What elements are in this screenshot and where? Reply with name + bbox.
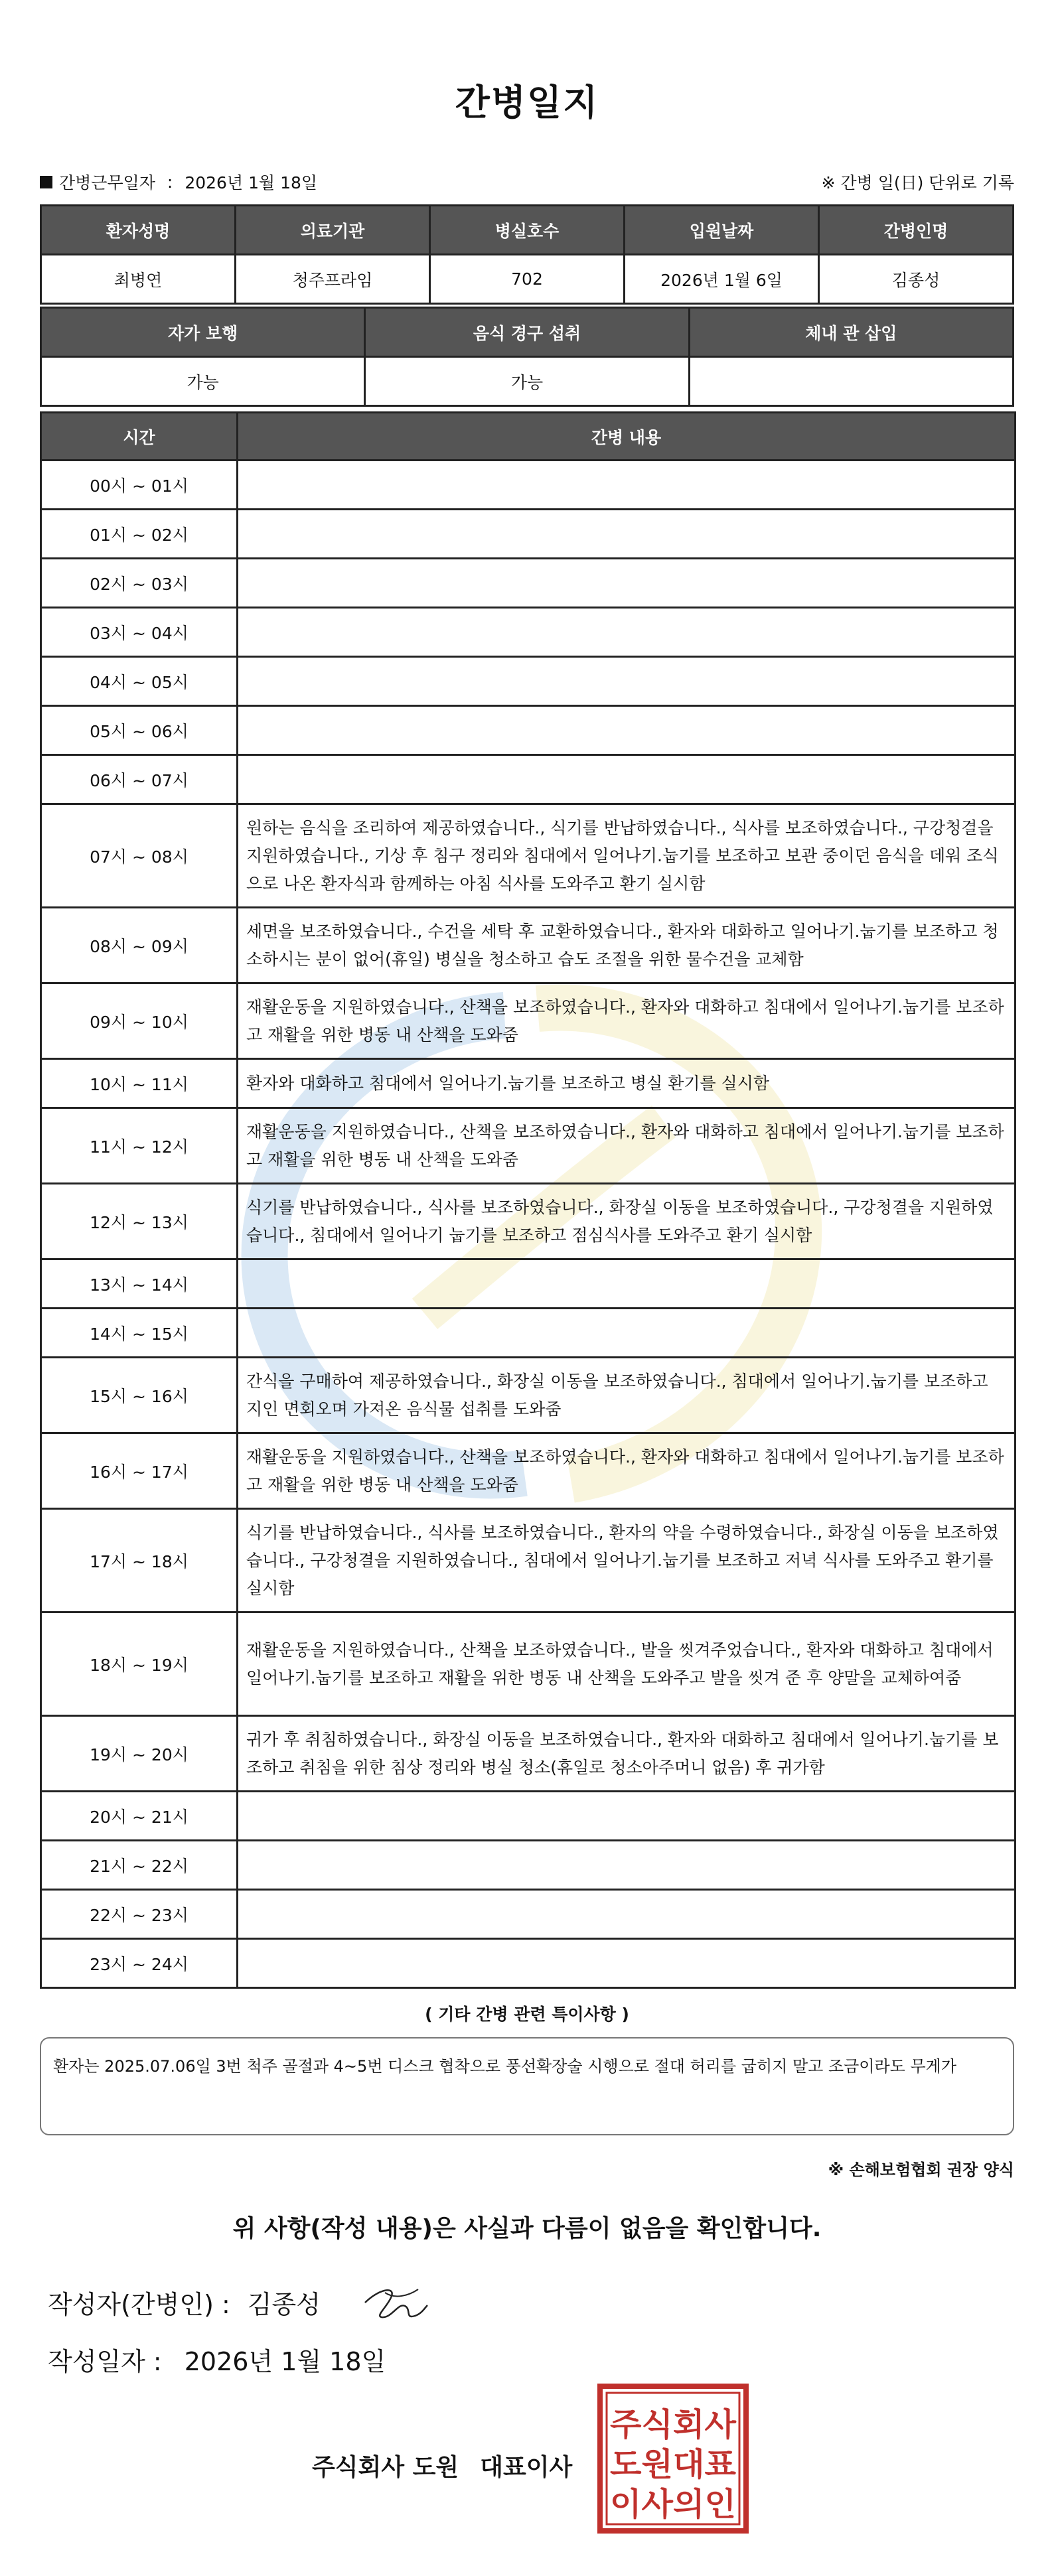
daily-record-note: ※ 간병 일(日) 단위로 기록 [821, 173, 1014, 192]
table-row [41, 804, 1016, 908]
writer-label: 작성자(간병인) : [48, 2290, 230, 2319]
table-row [41, 510, 1016, 559]
care-content: 환자와 대화하고 침대에서 일어나기.눕기를 보조하고 병실 환기를 실시함 [238, 1059, 1016, 1108]
time-slot: 00시 ~ 01시 [41, 461, 238, 510]
table-row [41, 1259, 1016, 1309]
time-slot: 15시 ~ 16시 [41, 1358, 238, 1433]
hospital-name: 청주프라임 [236, 255, 430, 304]
table-row [41, 1059, 1016, 1108]
seal-text-line: 주식회사 [610, 2406, 737, 2443]
admission-date: 2026년 1월 6일 [625, 255, 819, 304]
header-hospital: 의료기관 [236, 206, 430, 255]
table-row [41, 1841, 1016, 1890]
care-content: 귀가 후 취침하였습니다., 화장실 이동을 보조하였습니다., 환자와 대화하고 침대에서 일어나기.눕기를 보조하고 취침을 위한 침상 정리와 병실 청소(휴일로 청소아주머니 없음) 후 귀가함 [238, 1716, 1016, 1792]
time-slot: 13시 ~ 14시 [41, 1259, 238, 1309]
care-content [238, 657, 1016, 706]
recommended-form-note: ※ 손해보험협회 권장 양식 [828, 2161, 1014, 2179]
room-number: 702 [430, 255, 625, 304]
time-slot: 03시 ~ 04시 [41, 608, 238, 657]
writer-name: 김종성 [247, 2290, 321, 2319]
time-slot: 06시 ~ 07시 [41, 755, 238, 804]
care-content [238, 461, 1016, 510]
header-tube-insertion: 체내 관 삽입 [689, 308, 1013, 357]
time-slot: 08시 ~ 09시 [41, 908, 238, 983]
care-content [238, 1841, 1016, 1890]
time-slot: 09시 ~ 10시 [41, 983, 238, 1059]
table-row [41, 755, 1016, 804]
time-slot: 17시 ~ 18시 [41, 1509, 238, 1612]
time-slot: 21시 ~ 22시 [41, 1841, 238, 1890]
table-row [41, 1358, 1016, 1433]
time-slot: 11시 ~ 12시 [41, 1108, 238, 1184]
table-row [41, 1890, 1016, 1939]
patient-info-table [40, 204, 1014, 305]
company-name: 주식회사 도원 [312, 2454, 459, 2481]
table-row [41, 657, 1016, 706]
table-row [41, 983, 1016, 1059]
company-line [312, 2449, 572, 2482]
care-content [238, 1792, 1016, 1841]
table-row [41, 1792, 1016, 1841]
time-slot: 04시 ~ 05시 [41, 657, 238, 706]
table-row [41, 1509, 1016, 1612]
patient-name: 최병연 [41, 255, 236, 304]
signature-image [358, 2276, 431, 2323]
caregiver-name: 김종성 [819, 255, 1014, 304]
time-slot: 16시 ~ 17시 [41, 1433, 238, 1509]
care-content [238, 1939, 1016, 1988]
care-content: 세면을 보조하였습니다., 수건을 세탁 후 교환하였습니다., 환자와 대화하고 일어나기.눕기를 보조하고 청소하시는 분이 없어(휴일) 병실을 청소하고 습도 조절을 위한 물수건을 교체함 [238, 908, 1016, 983]
care-content: 간식을 구매하여 제공하였습니다., 화장실 이동을 보조하였습니다., 침대에서 일어나기.눕기를 보조하고 지인 면회오며 가져온 음식물 섭취를 도와줌 [238, 1358, 1016, 1433]
header-time: 시간 [41, 413, 238, 461]
header-admission-date: 입원날짜 [625, 206, 819, 255]
writer-line [48, 2284, 321, 2321]
header-oral-intake: 음식 경구 섭취 [365, 308, 689, 357]
confirmation-statement: 위 사항(작성 내용)은 사실과 다름이 없음을 확인합니다. [232, 2215, 822, 2242]
table-row [41, 1612, 1016, 1716]
work-date-value: 2026년 1월 18일 [185, 173, 318, 192]
written-date-label: 작성일자 : [48, 2347, 162, 2376]
header-patient-name: 환자성명 [41, 206, 236, 255]
header-room: 병실호수 [430, 206, 625, 255]
care-content: 재활운동을 지원하였습니다., 산책을 보조하였습니다., 환자와 대화하고 침대에서 일어나기.눕기를 보조하고 재활을 위한 병동 내 산책을 도와줌 [238, 1433, 1016, 1509]
table-row [41, 1108, 1016, 1184]
time-slot: 05시 ~ 06시 [41, 706, 238, 755]
special-notes-box: 환자는 2025.07.06일 3번 척주 골절과 4~5번 디스크 협착으로 풍선확장술 시행으로 절대 허리를 굽히지 말고 조금이라도 무게가 [40, 2037, 1014, 2135]
table-row [41, 706, 1016, 755]
table-row [41, 1939, 1016, 1988]
time-slot: 22시 ~ 23시 [41, 1890, 238, 1939]
care-content: 식기를 반납하였습니다., 식사를 보조하였습니다., 환자의 약을 수령하였습니다., 화장실 이동을 보조하였습니다., 구강청결을 지원하였습니다., 침대에서 일어나기.눕기를 보조하고 저녁 식사를 도와주고 환기를 실시함 [238, 1509, 1016, 1612]
care-content [238, 559, 1016, 608]
header-caregiver-name: 간병인명 [819, 206, 1014, 255]
time-slot: 23시 ~ 24시 [41, 1939, 238, 1988]
care-content [238, 1309, 1016, 1358]
care-content: 재활운동을 지원하였습니다., 산책을 보조하였습니다., 환자와 대화하고 침대에서 일어나기.눕기를 보조하고 재활을 위한 병동 내 산책을 도와줌 [238, 1108, 1016, 1184]
representative-title: 대표이사 [480, 2454, 573, 2481]
header-care-content: 간병 내용 [238, 413, 1016, 461]
care-content: 재활운동을 지원하였습니다., 산책을 보조하였습니다., 발을 씻겨주었습니다., 환자와 대화하고 침대에서 일어나기.눕기를 보조하고 재활을 위한 병동 내 산책을 도와주고 발을 씻겨 준 후 양말을 교체하여줌 [238, 1612, 1016, 1716]
time-slot: 01시 ~ 02시 [41, 510, 238, 559]
time-slot: 14시 ~ 15시 [41, 1309, 238, 1358]
table-row [41, 1309, 1016, 1358]
square-bullet-icon [40, 176, 52, 188]
table-row [41, 559, 1016, 608]
tube-insertion-value [689, 357, 1013, 406]
notes-title: ( 기타 간병 관련 특이사항 ) [425, 2005, 629, 2024]
written-date-value: 2026년 1월 18일 [184, 2347, 386, 2376]
header-self-walking: 자가 보행 [41, 308, 365, 357]
time-slot: 02시 ~ 03시 [41, 559, 238, 608]
table-row [41, 1184, 1016, 1259]
table-row [41, 1716, 1016, 1792]
work-date-label: 간병근무일자 [59, 173, 155, 192]
care-content: 재활운동을 지원하였습니다., 산책을 보조하였습니다., 환자와 대화하고 침대에서 일어나기.눕기를 보조하고 재활을 위한 병동 내 산책을 도와줌 [238, 983, 1016, 1059]
table-row [41, 461, 1016, 510]
written-date-line [48, 2341, 386, 2378]
time-slot: 20시 ~ 21시 [41, 1792, 238, 1841]
care-content [238, 755, 1016, 804]
time-slot: 18시 ~ 19시 [41, 1612, 238, 1716]
table-row [41, 608, 1016, 657]
care-content: 원하는 음식을 조리하여 제공하였습니다., 식기를 반납하였습니다., 식사를 보조하였습니다., 구강청결을 지원하였습니다., 기상 후 침구 정리와 침대에서 일어나기.눕기를 보조하고 보관 중이던 음식을 데워 조식으로 나온 환자식과 함께하는 아침 식사를 도와주고 환기 실시함 [238, 804, 1016, 908]
care-content [238, 1259, 1016, 1309]
care-content: 식기를 반납하였습니다., 식사를 보조하였습니다., 화장실 이동을 보조하였습니다., 구강청결을 지원하였습니다., 침대에서 일어나기 눕기를 보조하고 점심식사를 도와주고 환기 실시함 [238, 1184, 1016, 1259]
care-content [238, 510, 1016, 559]
care-log-table [40, 411, 1016, 1989]
time-slot: 12시 ~ 13시 [41, 1184, 238, 1259]
table-row [41, 1433, 1016, 1509]
self-walking-value: 가능 [41, 357, 365, 406]
oral-intake-value: 가능 [365, 357, 689, 406]
care-content [238, 1890, 1016, 1939]
care-content [238, 706, 1016, 755]
care-content [238, 608, 1016, 657]
company-seal-stamp [596, 2382, 750, 2535]
time-slot: 19시 ~ 20시 [41, 1716, 238, 1792]
table-row [41, 908, 1016, 983]
work-date-line [40, 170, 317, 194]
page-title: 간병일지 [455, 82, 599, 123]
work-date-separator: : [167, 172, 173, 192]
time-slot: 10시 ~ 11시 [41, 1059, 238, 1108]
seal-text-line: 이사의인 [610, 2486, 736, 2523]
patient-ability-table [40, 307, 1014, 407]
seal-text-line: 도원대표 [610, 2446, 737, 2483]
time-slot: 07시 ~ 08시 [41, 804, 238, 908]
